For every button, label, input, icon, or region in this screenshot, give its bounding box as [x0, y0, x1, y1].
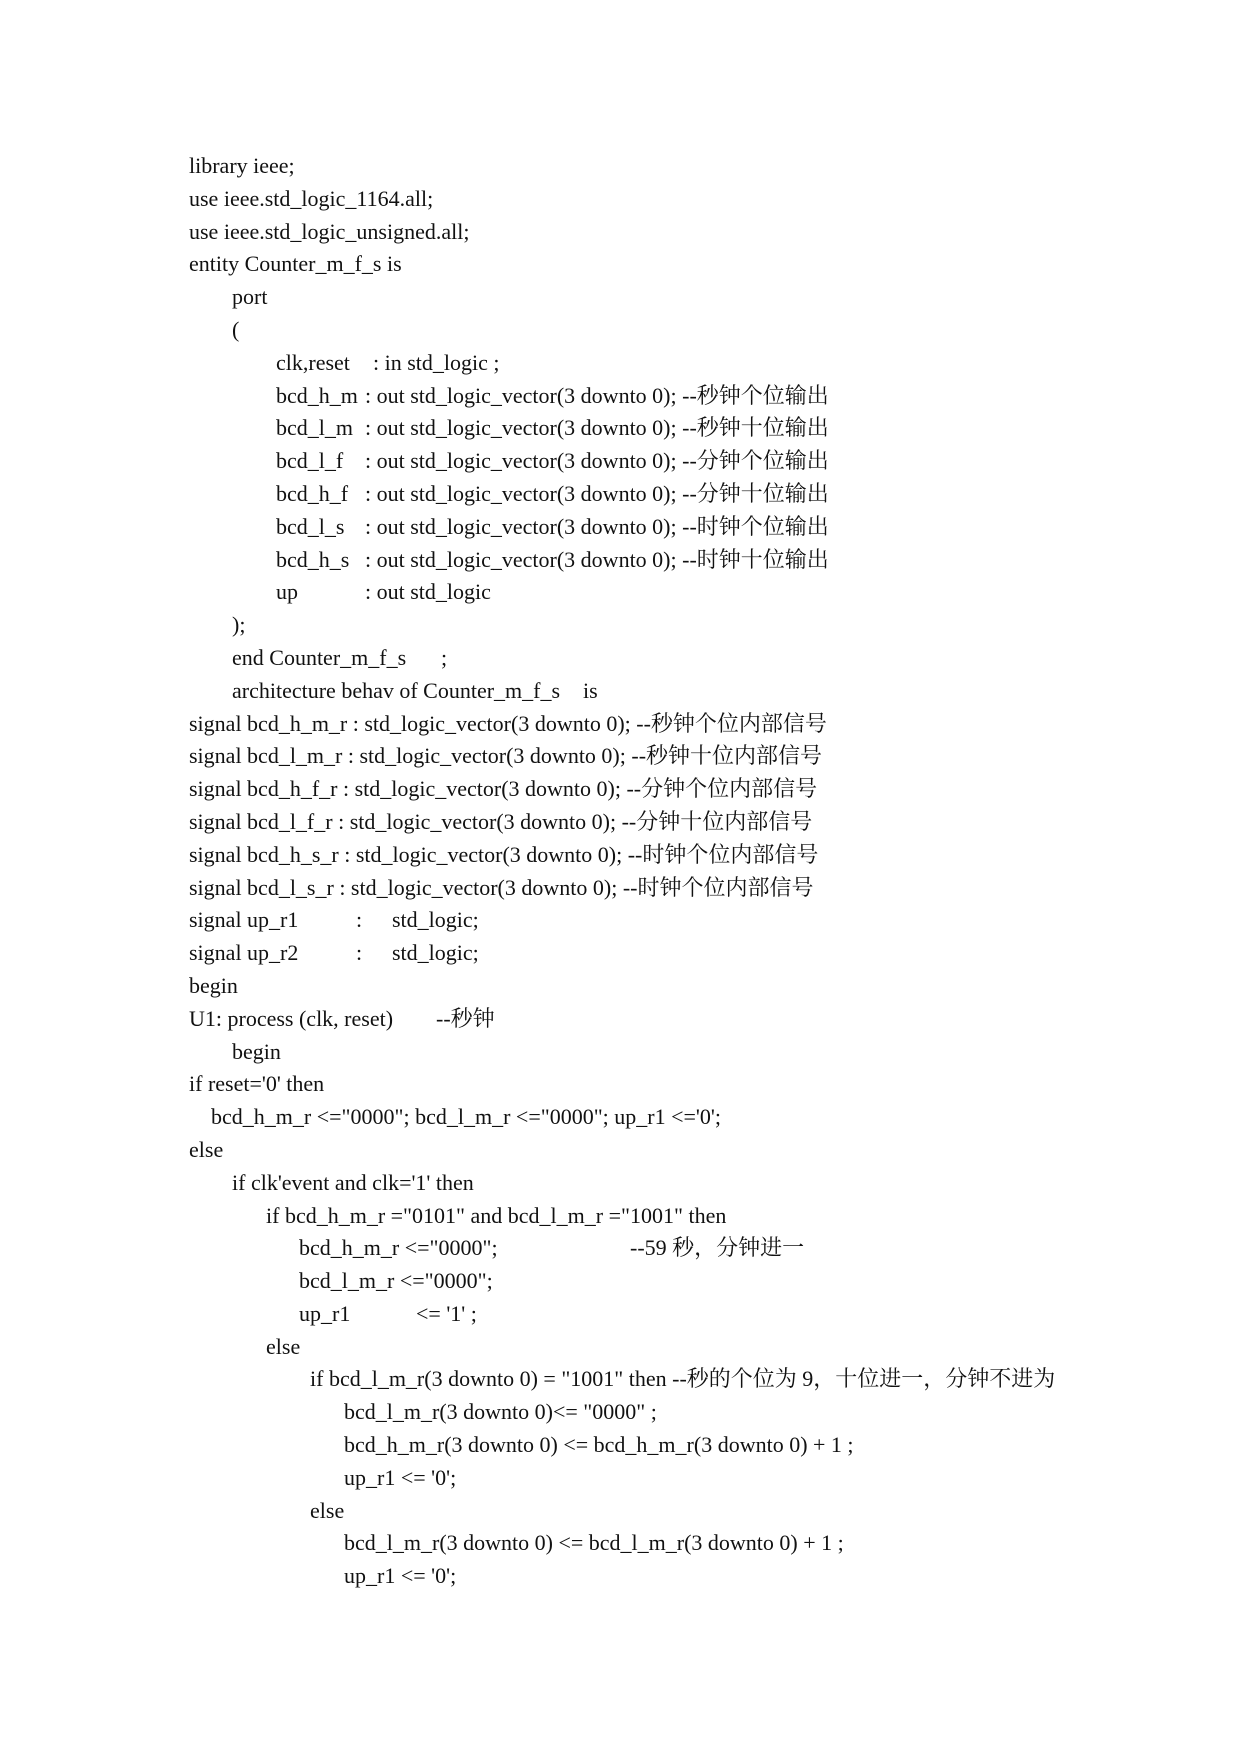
port-decl: : out std_logic_vector(3 downto 0); --分钟十位输出: [365, 480, 829, 506]
code-line: [0, 675, 1241, 708]
code-line: [0, 1462, 1241, 1495]
port-name: clk,reset: [276, 349, 350, 375]
code-line: [0, 1036, 1241, 1069]
code-text: if bcd_l_m_r(3 downto 0) = "1001" then --秒的个位为 9，十位进一，分钟不进为: [310, 1366, 1056, 1392]
code-line: [0, 380, 1241, 413]
code-text: if reset='0' then: [189, 1071, 325, 1097]
code-text: <= '1' ;: [416, 1300, 477, 1326]
code-text: up_r1 <= '0';: [344, 1563, 457, 1589]
code-line: [0, 773, 1241, 806]
port-decl: : out std_logic_vector(3 downto 0); --分钟个位输出: [365, 448, 829, 474]
code-text: (: [232, 316, 240, 342]
code-text: );: [232, 612, 246, 638]
code-line: [0, 412, 1241, 445]
port-decl: : out std_logic_vector(3 downto 0); --时钟个位输出: [365, 513, 829, 539]
code-line: [0, 1232, 1241, 1265]
code-comment: --59 秒，分钟进一: [630, 1235, 805, 1261]
code-line: [0, 609, 1241, 642]
code-line: [0, 1167, 1241, 1200]
code-line: [0, 806, 1241, 839]
code-text: bcd_h_m_r(3 downto 0) <= bcd_h_m_r(3 downto 0) + 1 ;: [344, 1432, 854, 1458]
code-line: [0, 1134, 1241, 1167]
code-line: [0, 1363, 1241, 1396]
code-text: bcd_h_m_r <="0000";: [299, 1235, 498, 1261]
code-text: entity Counter_m_f_s is: [189, 251, 402, 277]
code-text: ;: [441, 644, 448, 670]
code-line: [0, 445, 1241, 478]
code-text: std_logic;: [392, 907, 479, 933]
code-line: [0, 904, 1241, 937]
code-text: else: [189, 1136, 224, 1162]
port-name: bcd_l_m: [276, 415, 353, 441]
port-name: bcd_h_m: [276, 382, 358, 408]
code-text: else: [266, 1333, 301, 1359]
code-text: port: [232, 284, 268, 310]
code-line: [0, 478, 1241, 511]
code-text: use ieee.std_logic_1164.all;: [189, 185, 434, 211]
signal-decl: signal bcd_h_s_r : std_logic_vector(3 downto 0); --时钟个位内部信号: [189, 841, 819, 867]
code-text: begin: [189, 972, 238, 998]
code-comment: --秒钟: [436, 1005, 495, 1031]
port-decl: : out std_logic_vector(3 downto 0); --秒钟十位输出: [365, 415, 829, 441]
code-text: :: [356, 907, 363, 933]
code-line: [0, 1265, 1241, 1298]
code-line: [0, 150, 1241, 183]
code-text: else: [310, 1497, 345, 1523]
port-decl: : out std_logic_vector(3 downto 0); --时钟十位输出: [365, 546, 829, 572]
port-decl: : out std_logic: [365, 579, 491, 605]
port-name: bcd_l_s: [276, 513, 345, 539]
code-line: [0, 1396, 1241, 1429]
code-line: [0, 1560, 1241, 1593]
code-line: [0, 1200, 1241, 1233]
code-text: bcd_l_m_r(3 downto 0) <= bcd_l_m_r(3 downto 0) + 1 ;: [344, 1530, 844, 1556]
code-line: [0, 248, 1241, 281]
code-text: use ieee.std_logic_unsigned.all;: [189, 218, 470, 244]
signal-decl: signal up_r2: [189, 940, 299, 966]
code-text: bcd_l_m_r <="0000";: [299, 1268, 493, 1294]
code-text: std_logic;: [392, 940, 479, 966]
port-name: bcd_h_f: [276, 480, 349, 506]
code-line: [0, 314, 1241, 347]
signal-decl: signal bcd_l_m_r : std_logic_vector(3 downto 0); --秒钟十位内部信号: [189, 743, 823, 769]
code-text: :: [356, 940, 363, 966]
code-text: begin: [232, 1038, 281, 1064]
port-name: up: [276, 579, 298, 605]
code-line: [0, 347, 1241, 380]
code-text: architecture behav of Counter_m_f_s: [232, 677, 561, 703]
code-text: bcd_h_m_r <="0000"; bcd_l_m_r <="0000"; up_r1 <='0';: [211, 1104, 721, 1130]
code-line: [0, 740, 1241, 773]
code-line: [0, 1429, 1241, 1462]
code-text: bcd_l_m_r(3 downto 0)<= "0000" ;: [344, 1399, 657, 1425]
vhdl-code-block: [0, 150, 1241, 1593]
code-text: library ieee;: [189, 153, 295, 178]
code-line: [0, 839, 1241, 872]
code-line: [0, 1101, 1241, 1134]
signal-decl: signal bcd_h_f_r : std_logic_vector(3 downto 0); --分钟个位内部信号: [189, 776, 818, 802]
code-line: [0, 970, 1241, 1003]
code-line: [0, 1298, 1241, 1331]
code-line: [0, 1331, 1241, 1364]
signal-decl: signal up_r1: [189, 907, 299, 933]
code-line: [0, 642, 1241, 675]
code-text: up_r1: [299, 1300, 351, 1326]
signal-decl: signal bcd_l_s_r : std_logic_vector(3 downto 0); --时钟个位内部信号: [189, 874, 814, 900]
port-decl: : out std_logic_vector(3 downto 0); --秒钟个位输出: [365, 382, 829, 408]
code-line: [0, 1495, 1241, 1528]
code-text: if clk'event and clk='1' then: [232, 1169, 474, 1195]
code-line: [0, 281, 1241, 314]
code-line: [0, 937, 1241, 970]
signal-decl: signal bcd_l_f_r : std_logic_vector(3 downto 0); --分钟十位内部信号: [189, 808, 813, 834]
code-line: [0, 183, 1241, 216]
code-line: [0, 1527, 1241, 1560]
code-line: [0, 511, 1241, 544]
code-text: up_r1 <= '0';: [344, 1464, 457, 1490]
code-line: [0, 1003, 1241, 1036]
code-line: [0, 708, 1241, 741]
port-name: bcd_l_f: [276, 448, 344, 474]
code-line: [0, 544, 1241, 577]
code-line: [0, 576, 1241, 609]
code-line: [0, 216, 1241, 249]
code-line: [0, 1068, 1241, 1101]
port-name: bcd_h_s: [276, 546, 350, 572]
port-decl: : in std_logic ;: [373, 349, 500, 375]
signal-decl: signal bcd_h_m_r : std_logic_vector(3 downto 0); --秒钟个位内部信号: [189, 710, 827, 736]
code-text: end Counter_m_f_s: [232, 644, 407, 670]
code-line: [0, 872, 1241, 905]
code-text: U1: process (clk, reset): [189, 1005, 394, 1031]
code-text: is: [583, 677, 598, 703]
code-text: if bcd_h_m_r ="0101" and bcd_l_m_r ="1001" then: [266, 1202, 727, 1228]
